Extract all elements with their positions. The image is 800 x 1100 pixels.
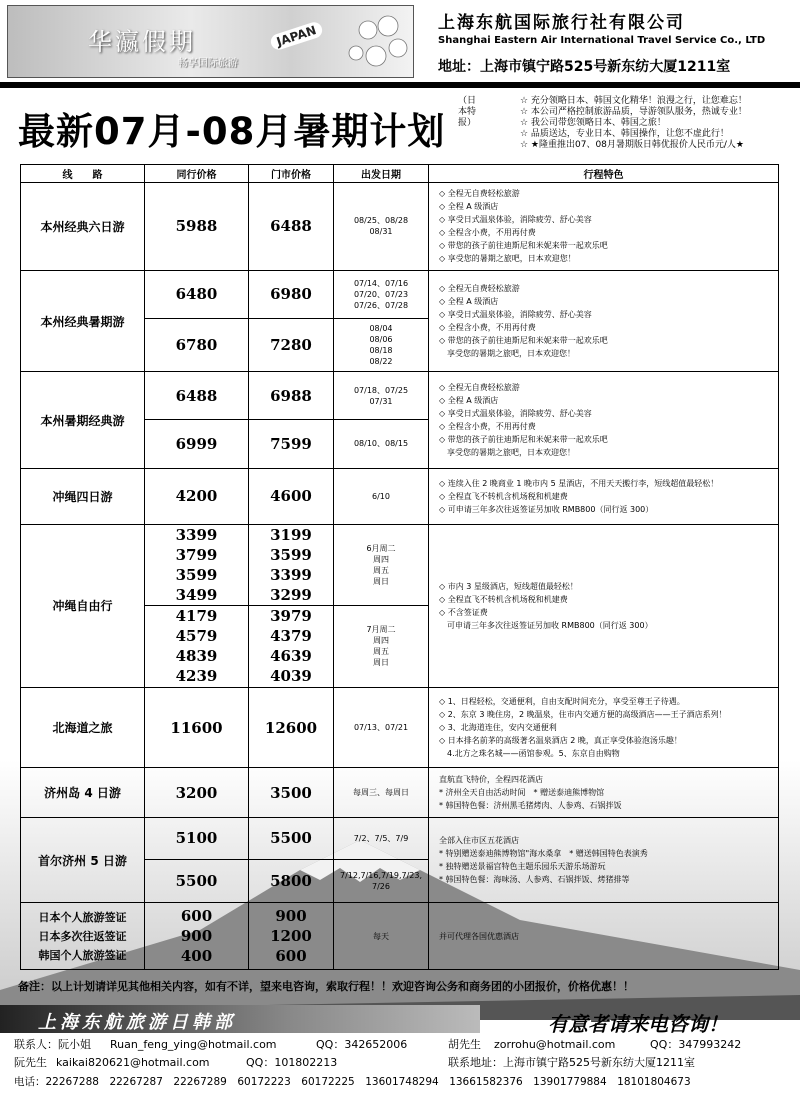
peer-price: 3200	[145, 768, 249, 817]
departure-date: 07/14、07/16 07/20、07/23 07/26、07/28	[334, 270, 429, 318]
header-rule	[0, 82, 800, 88]
departure-date: 07/13、07/21	[334, 687, 429, 768]
table-row	[21, 903, 779, 970]
table-row	[21, 524, 779, 606]
feature-item: ◇ 全程直飞不转机含机场税和机建费	[439, 594, 568, 604]
feature-item: ◇ 2、东京 3 晚住房，2 晚温泉，住市内交通方便的高级酒店——王子酒店系列！	[439, 710, 727, 720]
itinerary-features	[429, 687, 779, 768]
departure-date: 6/10	[334, 469, 429, 524]
departure-date: 08/04 08/06 08/18 08/22	[334, 319, 429, 372]
contact-3-name: 阮先生	[14, 1056, 47, 1069]
contact-1-email[interactable]: Ruan_feng_ying@hotmail.com	[110, 1038, 277, 1051]
feature-item: 享受您的暑期之旅吧，日本欢迎您！	[439, 349, 575, 359]
route-name: 本州经典六日游	[21, 183, 145, 271]
table-row	[21, 687, 779, 768]
feature-item: ◇ 可申请三年多次往返签证另加收 RMB800（同行返 300）	[439, 504, 654, 514]
departure-date: 7/12,7/16,7/19,7/23, 7/26	[334, 860, 429, 903]
departure-date: 7月周二 周四 周五 周日	[334, 606, 429, 688]
company-name-cn: 上海东航国际旅行社有限公司	[438, 13, 685, 33]
feature-item: ◇ 全程含小费，不用再付费	[439, 422, 536, 432]
header-features: 行程特色	[429, 165, 779, 183]
feature-item: ◇ 带您的孩子前往迪斯尼和米妮来带一起欢乐吧	[439, 435, 608, 445]
route-name: 济州岛 4 日游	[21, 768, 145, 817]
feature-item: ◇ 享受日式温泉体验，消除疲劳、舒心美容	[439, 409, 592, 419]
feature-item: ◇ 全程 A 级酒店	[439, 297, 499, 307]
itinerary-features	[429, 183, 779, 271]
retail-price: 6988	[249, 372, 334, 419]
peer-price: 3399 3799 3599 3499	[145, 524, 249, 606]
retail-price: 6488	[249, 183, 334, 271]
contact-3-qq: QQ：101802213	[246, 1056, 338, 1069]
retail-price: 4600	[249, 469, 334, 524]
notes-label: （日本特报）	[458, 96, 477, 128]
feature-item: ◇ 享受日式温泉体验，消除疲劳、舒心美容	[439, 310, 592, 320]
table-row	[21, 817, 779, 859]
table-row	[21, 270, 779, 318]
banner-title: 华瀛假期	[88, 28, 196, 56]
departure-date: 08/10、08/15	[334, 419, 429, 468]
retail-price: 6980	[249, 270, 334, 318]
page-title: 最新07月-08月暑期计划	[18, 110, 446, 153]
route-name: 冲绳四日游	[21, 469, 145, 524]
feature-item: ◇ 全程含小费，不用再付费	[439, 228, 536, 238]
peer-price: 5100	[145, 817, 249, 859]
consult-call: 有意者请来电咨询！	[548, 1012, 728, 1036]
route-name: 冲绳自由行	[21, 524, 145, 687]
note-item: ☆ 我公司带您领略日本、韩国之旅！	[520, 118, 666, 128]
feature-item: ◇ 带您的孩子前往迪斯尼和米妮来带一起欢乐吧	[439, 336, 608, 346]
table-header-row	[21, 165, 779, 183]
feature-item: ◇ 全程 A 级酒店	[439, 202, 499, 212]
contact-2-email[interactable]: zorrohu@hotmail.com	[494, 1038, 616, 1051]
feature-item: * 韩国特色餐：海味汤、人参鸡、石锅拌饭、烤猪排等	[439, 875, 630, 885]
contact-2-qq: QQ：347993242	[650, 1038, 742, 1051]
peer-price: 6999	[145, 419, 249, 468]
retail-price: 7599	[249, 419, 334, 468]
table-row	[21, 469, 779, 524]
feature-item: ◇ 3、北海道连住，安内交通便利	[439, 723, 557, 733]
itinerary-features	[429, 903, 779, 970]
route-name: 日本个人旅游签证 日本多次往返签证 韩国个人旅游签证	[21, 903, 145, 970]
promo-banner	[7, 5, 414, 78]
route-name: 首尔济州 5 日游	[21, 817, 145, 903]
itinerary-features	[429, 817, 779, 903]
feature-item: 4.北方之珠名城——函馆参观。5、东京自由购物	[439, 749, 620, 759]
japan-badge: JAPAN	[269, 20, 324, 52]
feature-item: ◇ 全程无自费轻松旅游	[439, 383, 520, 393]
contact-1-name: 联系人：阮小姐	[14, 1038, 91, 1051]
departure-date: 07/18、07/25 07/31	[334, 372, 429, 419]
feature-item: 享受您的暑期之旅吧，日本欢迎您！	[439, 448, 575, 458]
feature-item: ◇ 全程无自费轻松旅游	[439, 189, 520, 199]
feature-item: * 韩国特色餐：济州黑毛猪烤肉、人参鸡、石锅拌饭	[439, 801, 622, 811]
peer-price: 4179 4579 4839 4239	[145, 606, 249, 688]
header-route: 线 路	[21, 165, 145, 183]
feature-item: ◇ 全程直飞不转机含机场税和机建费	[439, 491, 568, 501]
feature-item: ◇ 全程 A 级酒店	[439, 396, 499, 406]
note-item: ☆ 本公司严格控制旅游品质，导游领队服务，热诚专业！	[520, 107, 747, 117]
feature-item: ◇ 带您的孩子前往迪斯尼和米妮来带一起欢乐吧	[439, 241, 608, 251]
itinerary-features	[429, 768, 779, 817]
peer-price: 6780	[145, 319, 249, 372]
table-row	[21, 372, 779, 419]
departure-date: 6月周二 周四 周五 周日	[334, 524, 429, 606]
feature-item: ◇ 日本排名前茅的高级著名温泉酒店 2 晚，真正享受体验泡汤乐趣！	[439, 736, 682, 746]
feature-item: ◇ 连续入住 2 晚商业 1 晚市内 5 星酒店，不用天天搬行李，短线超值最轻松！	[439, 478, 719, 488]
peer-price: 11600	[145, 687, 249, 768]
peer-price: 6480	[145, 270, 249, 318]
route-name: 本州暑期经典游	[21, 372, 145, 469]
feature-item: 并可代理各国优惠酒店	[439, 931, 519, 941]
route-name: 北海道之旅	[21, 687, 145, 768]
contact-1-qq: QQ：342652006	[316, 1038, 408, 1051]
company-name-en: Shanghai Eastern Air International Travel Service Co., LTD	[438, 35, 766, 46]
header-peer-price: 同行价格	[145, 165, 249, 183]
department-name: 上海东航旅游日韩部	[38, 1012, 236, 1033]
retail-price: 5500	[249, 817, 334, 859]
feature-item: 全部入住市区五花酒店	[439, 836, 519, 846]
feature-item: * 独特赠送景福宫特色主题乐园乐天游乐场游玩	[439, 862, 606, 872]
feature-item: ◇ 全程含小费，不用再付费	[439, 323, 536, 333]
feature-item: 可申请三年多次往返签证另加收 RMB800（同行返 300）	[439, 620, 653, 630]
retail-price: 7280	[249, 319, 334, 372]
route-name: 本州经典暑期游	[21, 270, 145, 372]
cherry-blossom-icon	[338, 8, 413, 76]
peer-price: 4200	[145, 469, 249, 524]
table-row	[21, 183, 779, 271]
company-address: 地址：上海市镇宁路525号新东纺大厦1211室	[438, 59, 731, 75]
note-item: ☆ 品质送达，专业日本、韩国操作，让您不虚此行！	[520, 129, 729, 139]
table-row	[21, 768, 779, 817]
contact-3-email[interactable]: kaikai820621@hotmail.com	[56, 1056, 210, 1069]
peer-price: 600 900 400	[145, 903, 249, 970]
retail-price: 3979 4379 4639 4039	[249, 606, 334, 688]
peer-price: 5988	[145, 183, 249, 271]
peer-price: 6488	[145, 372, 249, 419]
note-item: ☆ ★隆重推出07、08月暑期版日韩优报价人民币元/人★	[520, 140, 745, 150]
tour-plan-table	[20, 164, 779, 970]
departure-date: 每天	[334, 903, 429, 970]
contact-phones: 电话：22267288 22267287 22267289 60172223 60172225 13601748294 13661582376 13901779884 18101804673	[14, 1076, 691, 1088]
retail-price: 3199 3599 3399 3299	[249, 524, 334, 606]
feature-item: ◇ 全程无自费轻松旅游	[439, 284, 520, 294]
feature-item: * 济州全天自由活动时间 * 赠送泰迪熊博物馆	[439, 788, 605, 798]
contact-address: 联系地址：上海市镇宁路525号新东纺大厦1211室	[448, 1056, 695, 1069]
departure-date: 7/2、7/5、7/9	[334, 817, 429, 859]
feature-item: 直航直飞特价，全程四花酒店	[439, 775, 543, 785]
itinerary-features	[429, 270, 779, 372]
retail-price: 900 1200 600	[249, 903, 334, 970]
feature-item: ◇ 享受您的暑期之旅吧，日本欢迎您！	[439, 254, 576, 264]
remark: 备注：以上计划请详见其他相关内容，如有不详，望来电咨询，索取行程！！欢迎咨询公务和商务团的小团报价，价格优惠！！	[18, 980, 634, 993]
banner-subtitle: 畅享国际旅游	[178, 58, 238, 69]
feature-item: ◇ 不含签证费	[439, 607, 488, 617]
contact-2-name: 胡先生	[448, 1038, 481, 1051]
retail-price: 3500	[249, 768, 334, 817]
feature-item: ◇ 市内 3 星级酒店，短线超值最轻松！	[439, 581, 578, 591]
peer-price: 5500	[145, 860, 249, 903]
retail-price: 12600	[249, 687, 334, 768]
departure-date: 08/25、08/28 08/31	[334, 183, 429, 271]
feature-item: ◇ 1、日程轻松，交通便利，自由支配时间充分，享受至尊王子待遇。	[439, 697, 685, 707]
itinerary-features	[429, 469, 779, 524]
itinerary-features	[429, 524, 779, 687]
retail-price: 5800	[249, 860, 334, 903]
feature-item: ◇ 享受日式温泉体验，消除疲劳、舒心美容	[439, 215, 592, 225]
header-retail-price: 门市价格	[249, 165, 334, 183]
itinerary-features	[429, 372, 779, 469]
departure-date: 每周三、每周日	[334, 768, 429, 817]
feature-item: * 特别赠送泰迪熊博物馆"海水桑拿 * 赠送韩国特色表演秀	[439, 849, 648, 859]
note-item: ☆ 充分领略日本、韩国文化精华！浪漫之行，让您难忘！	[520, 96, 747, 106]
header-departure-date: 出发日期	[334, 165, 429, 183]
